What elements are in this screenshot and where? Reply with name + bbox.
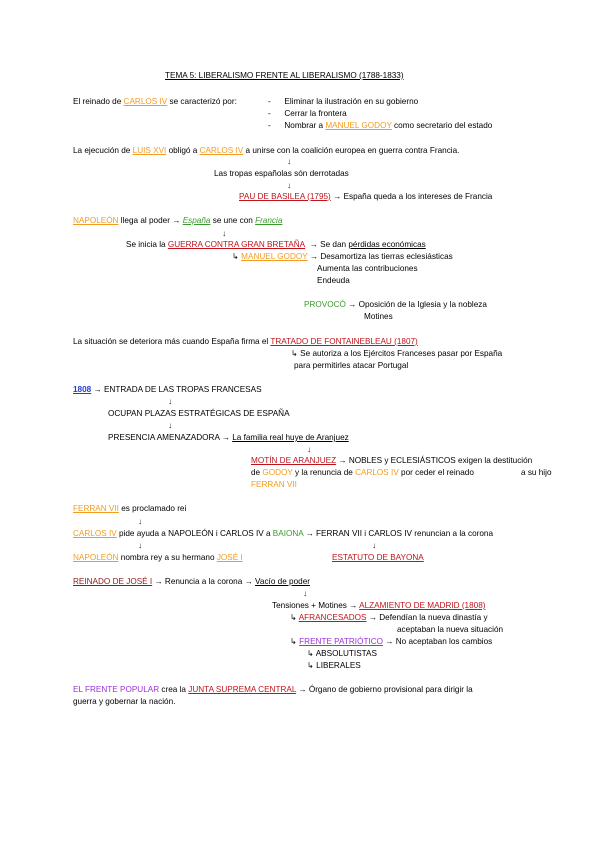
reinado-jose-i: REINADO DE JOSÉ I xyxy=(73,577,153,586)
bullet-3: - Nombrar a MANUEL GODOY como secretario del estado xyxy=(268,121,493,130)
liberales: ↳ LIBERALES xyxy=(307,661,361,670)
carlos-iv: CARLOS IV xyxy=(123,97,168,106)
down-arrow: ↓ xyxy=(307,445,312,454)
ocupan-line: OCUPAN PLAZAS ESTRATÉGICAS DE ESPAÑA xyxy=(108,409,290,418)
alzamiento-madrid: ALZAMIENTO DE MADRID (1808) xyxy=(359,601,486,610)
situacion-line: La situación se deteriora más cuando España firma el TRATADO DE FONTAINEBLEAU (1807) xyxy=(73,337,418,346)
godoy-item: Aumenta las contribuciones xyxy=(317,264,418,273)
manuel-godoy: MANUEL GODOY xyxy=(325,121,392,130)
frente-popular-line: EL FRENTE POPULAR crea la JUNTA SUPREMA CENTRAL → Órgano de gobierno provisional para dirigir la xyxy=(73,685,473,694)
bullet-2: - Cerrar la frontera xyxy=(268,109,347,118)
tropas-line: Las tropas españolas són derrotadas xyxy=(214,169,349,178)
down-arrow: ↓ xyxy=(372,541,377,550)
napoleon: NAPOLEÓN xyxy=(73,553,119,562)
tratado-detail: ↳ Se autoriza a los Ejércitos Franceses pasar por España xyxy=(291,349,503,358)
ferran-vii: FERRAN VII xyxy=(73,504,119,513)
document-title: TEMA 5: LIBERALISMO FRENTE AL LIBERALISMO (1788-1833) xyxy=(165,71,404,80)
down-arrow: ↓ xyxy=(138,517,143,526)
vacio-de-poder: Vacío de poder xyxy=(255,577,310,586)
presencia-line: PRESENCIA AMENAZADORA → La familia real huye de Aranjuez xyxy=(108,433,349,442)
afrancesados-line: ↳ AFRANCESADOS → Defendían la nueva dinastía y xyxy=(290,613,488,622)
frente-popular: EL FRENTE POPULAR xyxy=(73,685,160,694)
afrancesados: AFRANCESADOS xyxy=(298,613,367,622)
tensiones-line: Tensiones + Motines → ALZAMIENTO DE MADRID (1808) xyxy=(272,601,486,610)
down-arrow: ↓ xyxy=(222,229,227,238)
down-arrow: ↓ xyxy=(287,181,292,190)
motin-line-2: de GODOY y la renuncia de CARLOS IV por ceder el reinado xyxy=(251,468,474,477)
godoy-line: ↳ MANUEL GODOY → Desamortiza las tierras eclesiásticas xyxy=(232,252,453,261)
tratado-detail: para permitirles atacar Portugal xyxy=(294,361,409,370)
guerra-line: Se inicia la GUERRA CONTRA GRAN BRETAÑA → Se dan pérdidas económicas xyxy=(126,240,426,249)
paz-line: PAU DE BASILEA (1795) → España queda a los intereses de Francia xyxy=(239,192,493,201)
motines: Motines xyxy=(364,312,393,321)
a-su-hijo: a su hijo xyxy=(521,468,552,477)
francia: Francia xyxy=(255,216,283,225)
baiona: BAIONA xyxy=(272,529,304,538)
ferran-vii: FERRAN VII xyxy=(251,480,297,489)
down-arrow: ↓ xyxy=(303,589,308,598)
godoy-item: Endeuda xyxy=(317,276,350,285)
reinado-jose-line: REINADO DE JOSÉ I → Renuncia a la corona → Vacío de poder xyxy=(73,577,310,586)
jose-line: NAPOLEÓN nombra rey a su hermano JOSÉ I xyxy=(73,553,243,562)
entrada-line: 1808 → ENTRADA DE LAS TROPAS FRANCESAS xyxy=(73,385,262,394)
jose-i: JOSÉ I xyxy=(216,553,243,562)
frente-patriotico: FRENTE PATRIÓTICO xyxy=(299,637,384,646)
manuel-godoy: MANUEL GODOY xyxy=(241,252,308,261)
down-arrow: ↓ xyxy=(287,157,292,166)
luis-xvi: LUIS XVI xyxy=(132,146,167,155)
carlos-iv: CARLOS IV xyxy=(73,529,117,538)
motin-line: MOTÍN DE ARANJUEZ → NOBLES y ECLESIÁSTICOS exigen la destitución xyxy=(251,456,533,465)
espana: España xyxy=(182,216,211,225)
bullet-1: - Eliminar la ilustración en su gobierno xyxy=(268,97,419,106)
absolutistas: ↳ ABSOLUTISTAS xyxy=(307,649,377,658)
familia-real: La familia real huye de Aranjuez xyxy=(232,433,349,442)
godoy: GODOY xyxy=(262,468,293,477)
carlos-iv: CARLOS IV xyxy=(355,468,399,477)
motin-aranjuez: MOTÍN DE ARANJUEZ xyxy=(251,456,337,465)
down-arrow: ↓ xyxy=(168,397,173,406)
napoleon-line: NAPOLEÓN llega al poder → España se une con Francia xyxy=(73,216,283,225)
frente-popular-line-2: guerra y gobernar la nación. xyxy=(73,697,176,706)
tratado-fontainebleau: TRATADO DE FONTAINEBLEAU (1807) xyxy=(270,337,418,346)
provoco: PROVOCÓ xyxy=(304,300,346,309)
reinado-line: El reinado de CARLOS IV se caracterizó por: xyxy=(73,97,237,106)
carlos-iv: CARLOS IV xyxy=(199,146,244,155)
napoleon: NAPOLEÓN xyxy=(73,216,119,225)
pau-de-basilea: PAU DE BASILEA (1795) xyxy=(239,192,331,201)
ejecucion-line: La ejecución de LUIS XVI obligó a CARLOS IV a unirse con la coalición europea en guerra contra Francia. xyxy=(73,146,460,155)
baiona-line: CARLOS IV pide ayuda a NAPOLEÓN i CARLOS IV a BAIONA → FERRAN VII i CARLOS IV renuncian a la corona xyxy=(73,529,494,538)
down-arrow: ↓ xyxy=(168,421,173,430)
year-1808: 1808 xyxy=(73,385,92,394)
provoco-line: PROVOCÓ → Oposición de la Iglesia y la nobleza xyxy=(304,300,487,309)
ferran-line: FERRAN VII es proclamado rei xyxy=(73,504,187,513)
perdidas-economicas: pérdidas económicas xyxy=(348,240,426,249)
down-arrow: ↓ xyxy=(138,541,143,550)
estatuto-bayona: ESTATUTO DE BAYONA xyxy=(332,553,424,562)
junta-suprema-central: JUNTA SUPREMA CENTRAL xyxy=(188,685,297,694)
guerra-gran-bretana: GUERRA CONTRA GRAN BRETAÑA xyxy=(167,240,306,249)
afrancesados-detail: aceptaban la nueva situación xyxy=(397,625,504,634)
frente-patriotico-line: ↳ FRENTE PATRIÓTICO → No aceptaban los cambios xyxy=(290,637,493,646)
